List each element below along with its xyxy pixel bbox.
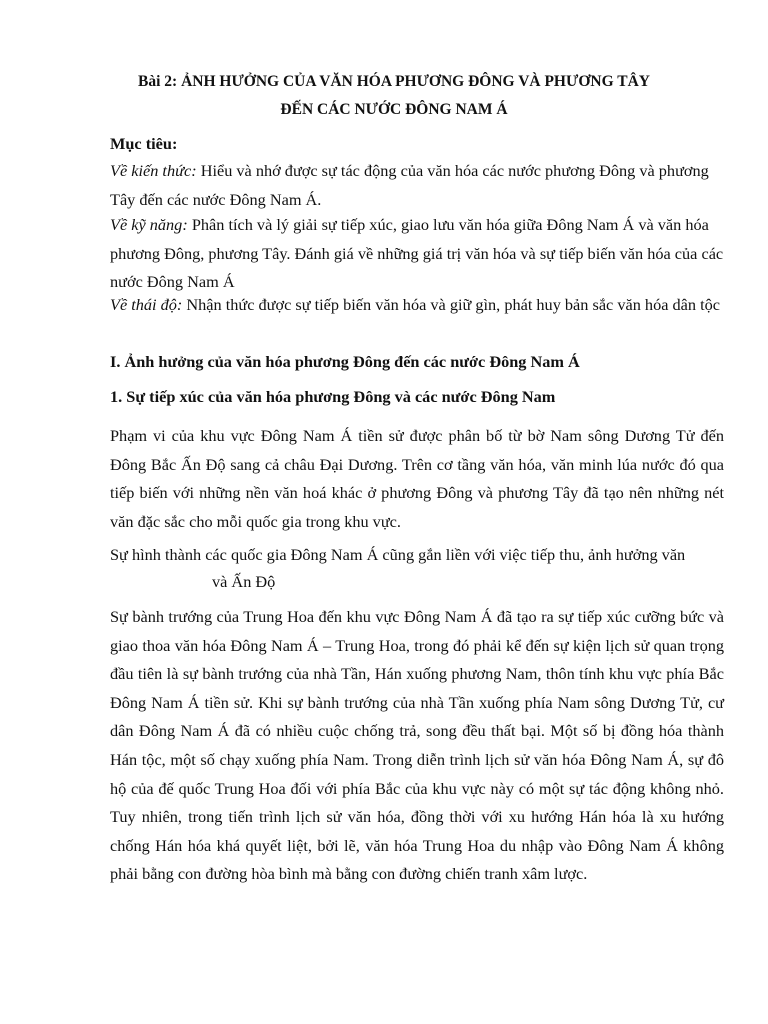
objective-knowledge [110, 157, 724, 214]
paragraph-3: Sự bành trướng của Trung Hoa đến khu vực Đông Nam Á đã tạo ra sự tiếp xúc cưỡng bức và giao thoa văn hóa Đông Nam Á – Trung Hoa, trong đó phải kể đến sự kiện lịch sử quan trọng đầu tiên là sự bành trướng của nhà Tần, Hán xuống phương Nam, thôn tính khu vực phía Bắc Đông Nam Á tiền sử. Khi sự bành trướng của nhà Tần xuống phía Nam sông Dương Tử, cư dân Đông Nam Á đã có nhiều cuộc chống trả, song đều thất bại. Một số bị đồng hóa thành Hán tộc, một số chạy xuống phía Nam. Trong diễn trình lịch sử văn hóa Đông Nam Á, sự đô hộ của đế quốc Trung Hoa đối với phía Bắc của khu vực này có một sự tác động không nhỏ. Tuy nhiên, trong tiến trình lịch sử văn hóa, đồng thời với xu hướng Hán hóa là xu hướng chống Hán hóa khá quyết liệt, bởi lẽ, văn hóa Trung Hoa du nhập vào Đông Nam Á không phải bằng con đường hòa bình mà bằng con đường chiến tranh xâm lược. [110, 607, 724, 884]
lesson-title-line-2: ĐẾN CÁC NƯỚC ĐÔNG NAM Á [280, 101, 508, 118]
paragraph-2-line-1: Sự hình thành các quốc gia Đông Nam Á cũng gắn liền với việc tiếp thu, ảnh hưởng văn [110, 545, 686, 564]
section-1-heading: I. Ảnh hưởng của văn hóa phương Đông đến các nước Đông Nam Á [110, 352, 580, 371]
paragraph-2-line-2: và Ấn Độ [212, 572, 276, 591]
objective-knowledge-text: Hiểu và nhớ được sự tác động của văn hóa các nước phương Đông và phương Tây đến các nước Đông Nam Á. [110, 161, 709, 209]
objective-skills [110, 211, 724, 297]
objectives-heading: Mục tiêu: [110, 134, 178, 153]
objective-attitude-label: Về thái độ: [110, 295, 183, 314]
lesson-title-line-1: Bài 2: ẢNH HƯỞNG CỦA VĂN HÓA PHƯƠNG ĐÔNG VÀ PHƯƠNG TÂY [138, 73, 650, 90]
objective-skills-label: Về kỹ năng: [110, 215, 188, 234]
subsection-1-heading: 1. Sự tiếp xúc của văn hóa phương Đông và các nước Đông Nam [110, 387, 556, 406]
objective-knowledge-label: Về kiến thức: [110, 161, 197, 180]
objective-attitude-text: Nhận thức được sự tiếp biến văn hóa và giữ gìn, phát huy bản sắc văn hóa dân tộc [182, 295, 720, 314]
objective-skills-text: Phân tích và lý giải sự tiếp xúc, giao lưu văn hóa giữa Đông Nam Á và văn hóa phương Đông, phương Tây. Đánh giá về những giá trị văn hóa và sự tiếp biến văn hóa của các nước Đông Nam Á [110, 215, 724, 291]
paragraph-1: Phạm vi của khu vực Đông Nam Á tiền sử được phân bố từ bờ Nam sông Dương Tử đến Đông Bắc Ấn Độ sang cả châu Đại Dương. Trên cơ tầng văn hóa, văn minh lúa nước đó qua tiếp biến với những nền văn hoá khác ở phương Đông và phương Tây đã tạo nên những nét văn đặc sắc cho mỗi quốc gia trong khu vực. [110, 426, 724, 531]
objective-attitude [110, 291, 724, 320]
